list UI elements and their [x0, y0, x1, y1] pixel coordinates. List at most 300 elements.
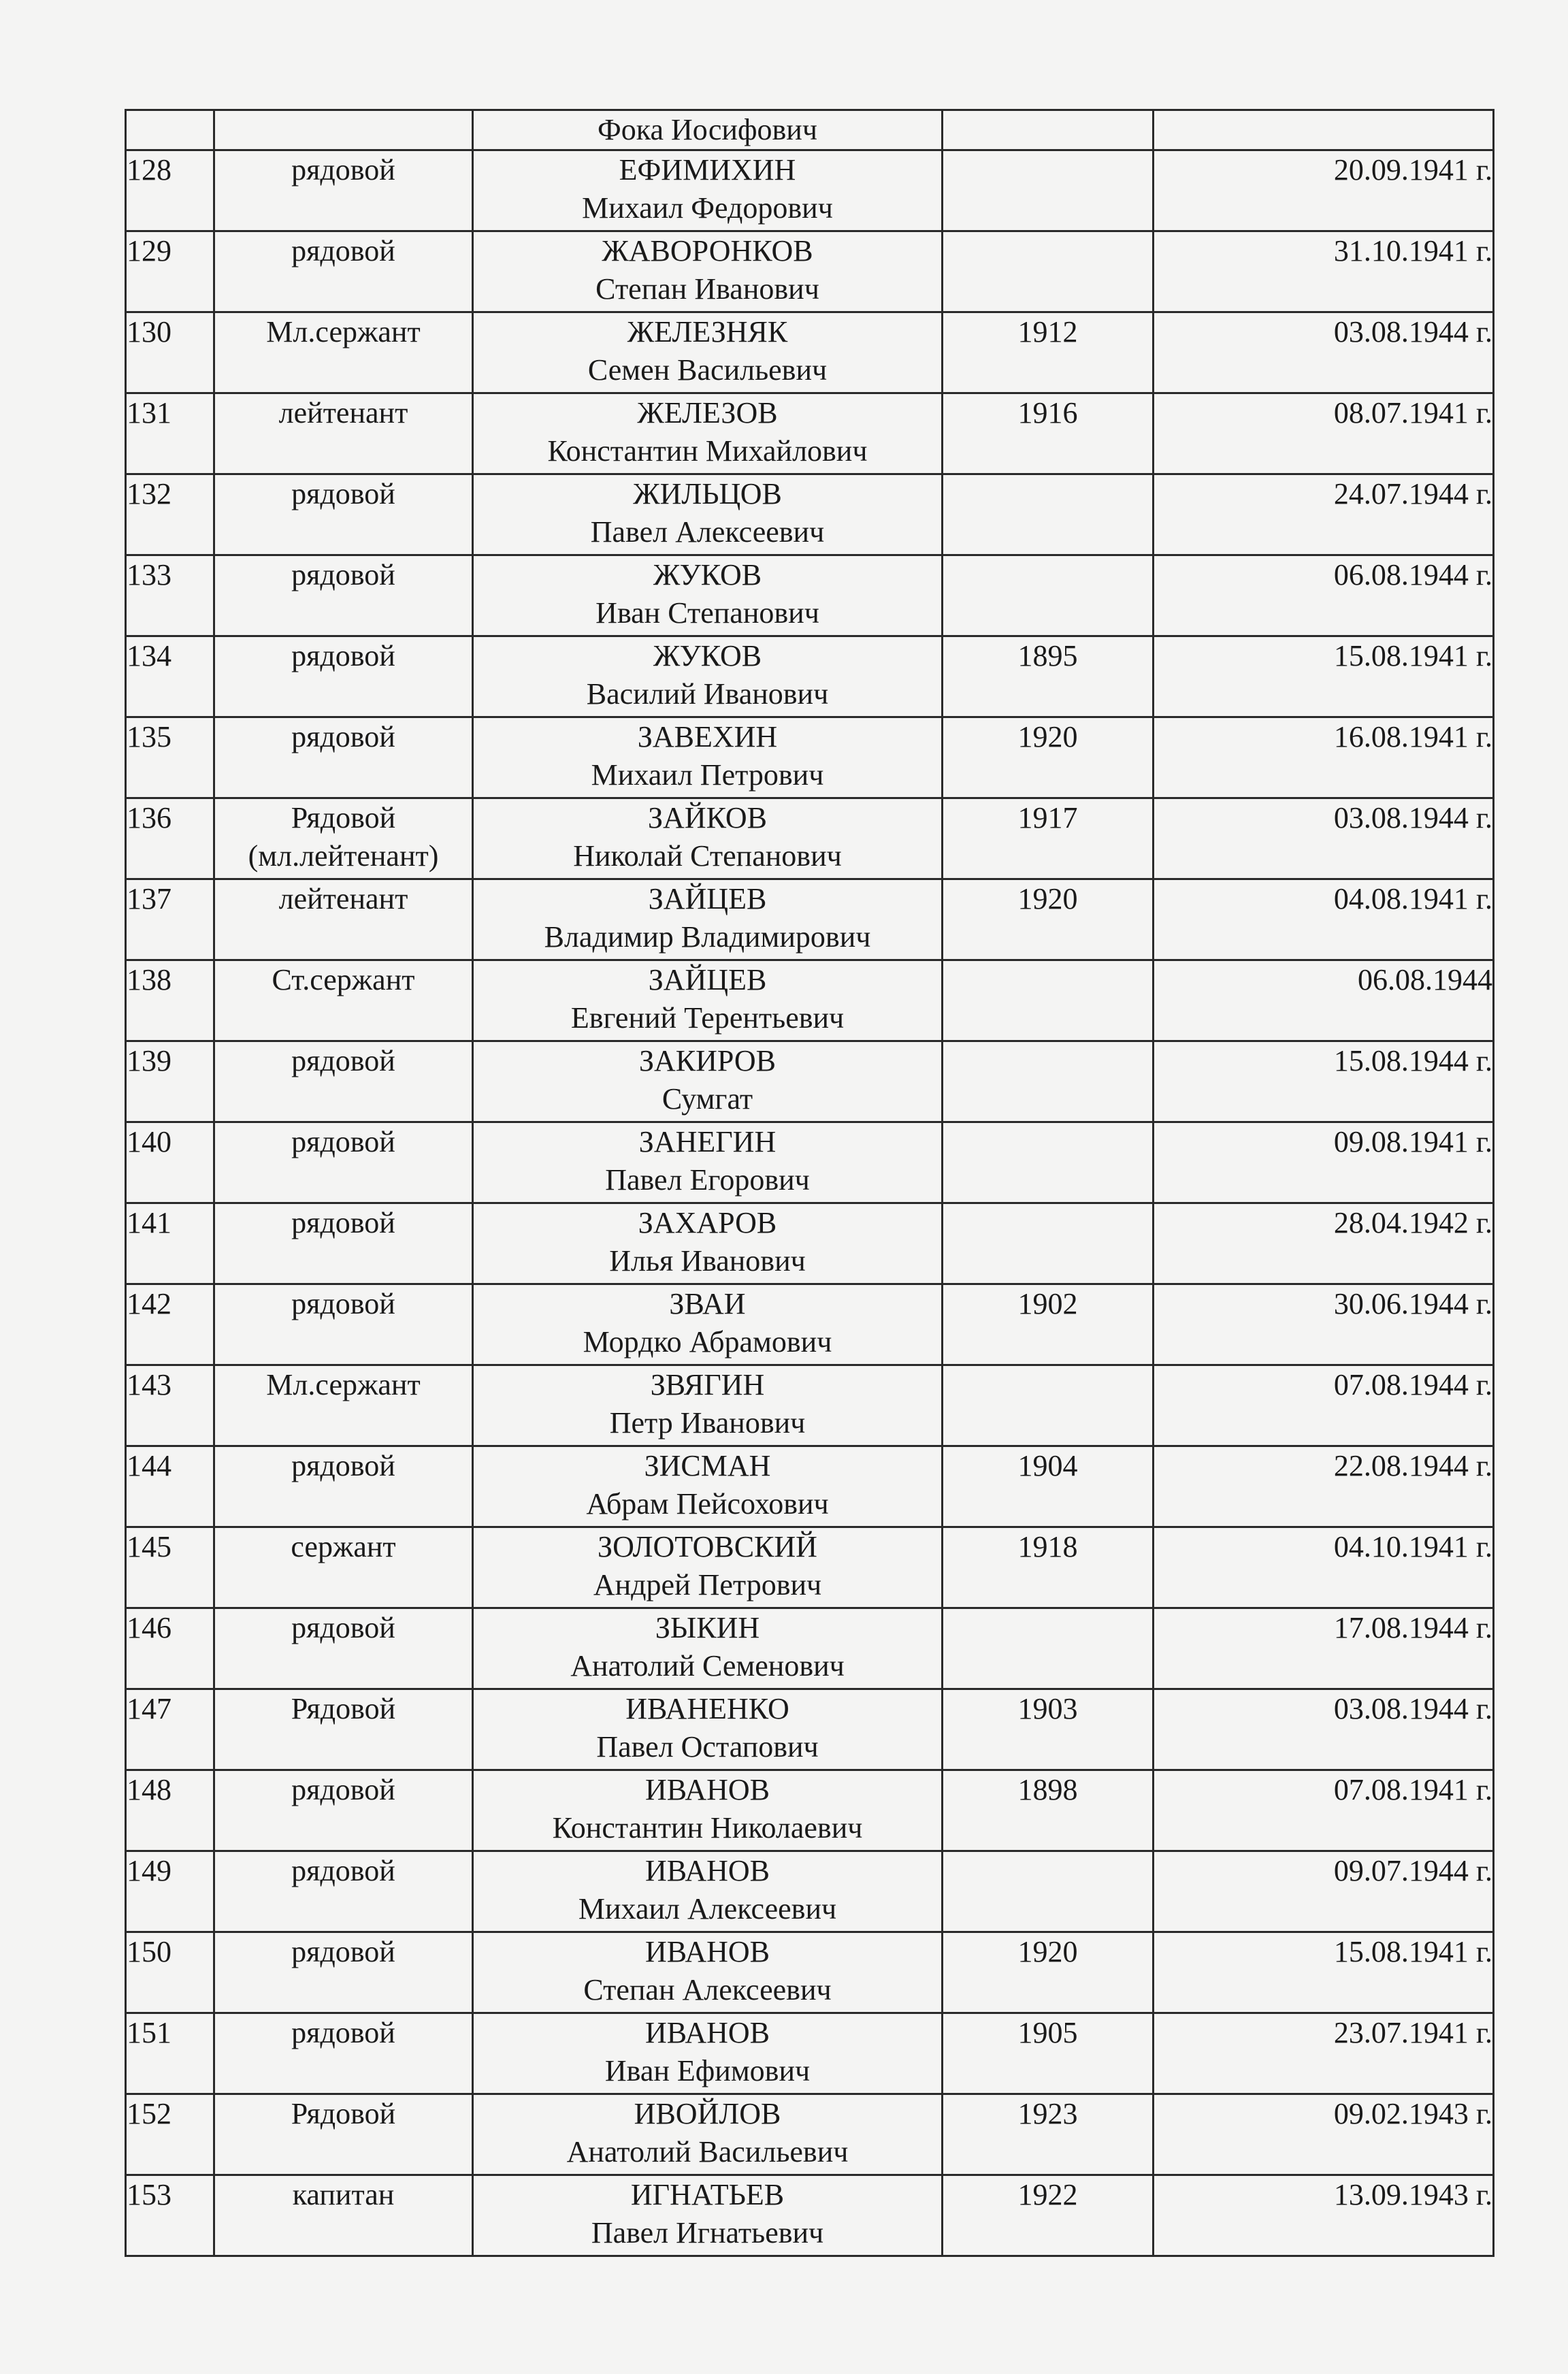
surname: ЖУКОВ — [653, 639, 762, 672]
surname: ЗВАИ — [669, 1287, 746, 1320]
surname: ИВОЙЛОВ — [634, 2097, 781, 2130]
given-name: Павел Егорович — [605, 1163, 810, 1197]
birth-year-cell — [943, 1851, 1154, 1932]
rank-cell — [214, 1770, 473, 1851]
birth-year: 1912 — [1017, 315, 1078, 348]
death-date: 03.08.1944 г. — [1333, 1692, 1492, 1725]
surname: ЗАХАРОВ — [638, 1206, 777, 1239]
rank-cell — [214, 1041, 473, 1122]
given-name: Сумгат — [662, 1082, 753, 1116]
given-name: Мордко Абрамович — [583, 1325, 832, 1359]
name-cell — [473, 1122, 943, 1203]
table-row — [126, 150, 1494, 231]
death-date: 30.06.1944 г. — [1333, 1287, 1492, 1320]
death-date: 28.04.1942 г. — [1333, 1206, 1492, 1239]
rank-cell — [214, 1608, 473, 1689]
num-cell — [126, 2094, 214, 2175]
rank-cell — [214, 2013, 473, 2094]
birth-year-cell — [943, 1527, 1154, 1608]
rank-cell — [214, 150, 473, 231]
row-number: 147 — [127, 1692, 172, 1725]
death-date: 09.08.1941 г. — [1333, 1125, 1492, 1158]
name-cell — [473, 2013, 943, 2094]
num-cell — [126, 1608, 214, 1689]
table-row — [126, 636, 1494, 717]
birth-year-cell — [943, 879, 1154, 960]
table-row — [126, 1365, 1494, 1446]
table-row — [126, 231, 1494, 312]
rank-text: рядовой — [291, 1125, 395, 1158]
num-cell — [126, 150, 214, 231]
rank-text: рядовой — [291, 558, 395, 591]
row-number: 140 — [127, 1125, 172, 1158]
row-number: 128 — [127, 153, 172, 186]
death-date-cell — [1154, 1122, 1494, 1203]
death-date: 15.08.1941 г. — [1333, 639, 1492, 672]
name-cell — [473, 1608, 943, 1689]
death-date-cell — [1154, 1203, 1494, 1284]
death-date: 15.08.1941 г. — [1333, 1935, 1492, 1968]
continuation-row — [126, 110, 1494, 150]
birth-year-cell — [943, 150, 1154, 231]
row-number: 150 — [127, 1935, 172, 1968]
name-cell — [473, 312, 943, 393]
birth-year: 1920 — [1017, 720, 1078, 753]
rank-text: рядовой — [291, 1044, 395, 1077]
rank-text: Мл.сержант — [266, 1368, 421, 1401]
registry-body — [126, 110, 1494, 2256]
death-date-cell — [1154, 1932, 1494, 2013]
birth-year-cell — [943, 312, 1154, 393]
rank-cell — [214, 2175, 473, 2256]
row-number: 141 — [127, 1206, 172, 1239]
surname: ЗОЛОТОВСКИЙ — [598, 1530, 817, 1563]
surname: ЗИСМАН — [644, 1449, 771, 1482]
rank-text: Рядовой — [291, 2097, 396, 2130]
surname: ИВАНОВ — [644, 1773, 770, 1806]
name-cell — [473, 231, 943, 312]
num-cell — [126, 110, 214, 150]
table-row — [126, 474, 1494, 555]
surname: ЖЕЛЕЗНЯК — [627, 315, 788, 348]
given-name: Семен Васильевич — [587, 353, 828, 387]
rank-cell — [214, 717, 473, 798]
num-cell — [126, 1122, 214, 1203]
death-date-cell — [1154, 474, 1494, 555]
given-name: Фока Иосифович — [598, 113, 817, 146]
death-date: 04.10.1941 г. — [1333, 1530, 1492, 1563]
num-cell — [126, 1527, 214, 1608]
death-date: 06.08.1944 — [1358, 963, 1492, 996]
table-row — [126, 1689, 1494, 1770]
birth-year-cell — [943, 1284, 1154, 1365]
name-cell — [473, 474, 943, 555]
given-name: Василий Иванович — [586, 677, 829, 711]
surname: ЗАКИРОВ — [638, 1044, 777, 1077]
rank-cell — [214, 312, 473, 393]
num-cell — [126, 1851, 214, 1932]
rank-cell — [214, 474, 473, 555]
death-date: 03.08.1944 г. — [1333, 801, 1492, 834]
name-cell — [473, 555, 943, 636]
birth-year-cell — [943, 231, 1154, 312]
given-name: Анатолий Семенович — [570, 1649, 845, 1682]
rank-cell — [214, 1365, 473, 1446]
table-row — [126, 960, 1494, 1041]
table-row — [126, 1527, 1494, 1608]
name-cell — [473, 1365, 943, 1446]
given-name: Степан Иванович — [595, 272, 819, 306]
table-row — [126, 1932, 1494, 2013]
table-row — [126, 879, 1494, 960]
birth-year: 1898 — [1017, 1773, 1078, 1806]
death-date: 09.02.1943 г. — [1333, 2097, 1492, 2130]
rank-cell — [214, 636, 473, 717]
death-date-cell — [1154, 636, 1494, 717]
rank-cell — [214, 110, 473, 150]
death-date: 08.07.1941 г. — [1333, 396, 1492, 429]
death-date-cell — [1154, 1770, 1494, 1851]
birth-year-cell — [943, 1122, 1154, 1203]
rank-cell — [214, 1689, 473, 1770]
num-cell — [126, 1203, 214, 1284]
num-cell — [126, 312, 214, 393]
rank-cell — [214, 231, 473, 312]
row-number: 137 — [127, 882, 172, 915]
given-name: Константин Николаевич — [552, 1811, 863, 1844]
rank-cell — [214, 1932, 473, 2013]
given-name: Евгений Терентьевич — [570, 1001, 845, 1035]
table-row — [126, 1446, 1494, 1527]
name-cell — [473, 2094, 943, 2175]
death-date: 03.08.1944 г. — [1333, 315, 1492, 348]
surname: ЗЫКИН — [655, 1611, 760, 1644]
death-date: 07.08.1941 г. — [1333, 1773, 1492, 1806]
death-date: 23.07.1941 г. — [1333, 2016, 1492, 2049]
num-cell — [126, 1932, 214, 2013]
rank-cell — [214, 1446, 473, 1527]
rank-text: Ст.сержант — [272, 963, 415, 996]
row-number: 129 — [127, 234, 172, 267]
surname: ЖИЛЬЦОВ — [633, 477, 782, 510]
rank-text: лейтенант — [278, 882, 408, 915]
rank-text: рядовой — [291, 153, 395, 186]
num-cell — [126, 555, 214, 636]
table-row — [126, 312, 1494, 393]
surname: ЗАЙЦЕВ — [648, 963, 767, 996]
table-row — [126, 1770, 1494, 1851]
burial-registry-table — [125, 109, 1494, 2257]
birth-year-cell — [943, 393, 1154, 474]
rank-text: рядовой — [291, 1449, 395, 1482]
rank-cell — [214, 393, 473, 474]
surname: ЖЕЛЕЗОВ — [637, 396, 778, 429]
birth-year: 1916 — [1017, 396, 1078, 429]
table-row — [126, 798, 1494, 879]
num-cell — [126, 717, 214, 798]
death-date-cell — [1154, 1041, 1494, 1122]
num-cell — [126, 474, 214, 555]
row-number: 134 — [127, 639, 172, 672]
rank-text: (мл.лейтенант) — [248, 839, 439, 873]
row-number: 132 — [127, 477, 172, 510]
death-date-cell — [1154, 798, 1494, 879]
table-row — [126, 2175, 1494, 2256]
row-number: 138 — [127, 963, 172, 996]
row-number: 148 — [127, 1773, 172, 1806]
rank-cell — [214, 555, 473, 636]
birth-year: 1902 — [1017, 1287, 1078, 1320]
given-name: Константин Михайлович — [547, 434, 868, 468]
table-row — [126, 393, 1494, 474]
row-number: 130 — [127, 315, 172, 348]
surname: ЗАНЕГИН — [638, 1125, 777, 1158]
death-date: 09.07.1944 г. — [1333, 1854, 1492, 1887]
birth-year-cell — [943, 636, 1154, 717]
table-row — [126, 2094, 1494, 2175]
rank-text: рядовой — [291, 1935, 395, 1968]
death-date-cell — [1154, 231, 1494, 312]
death-date-cell — [1154, 2175, 1494, 2256]
death-date-cell — [1154, 1365, 1494, 1446]
rank-text: Рядовой — [291, 801, 396, 834]
birth-year-cell — [943, 474, 1154, 555]
table-row — [126, 717, 1494, 798]
birth-year-cell — [943, 798, 1154, 879]
surname: ЖАВОРОНКОВ — [602, 234, 813, 267]
death-date-cell — [1154, 110, 1494, 150]
num-cell — [126, 393, 214, 474]
name-cell — [473, 636, 943, 717]
table-row — [126, 2013, 1494, 2094]
rank-cell — [214, 1851, 473, 1932]
death-date-cell — [1154, 717, 1494, 798]
rank-text: рядовой — [291, 477, 395, 510]
num-cell — [126, 879, 214, 960]
surname: ИВАНОВ — [644, 2016, 770, 2049]
birth-year-cell — [943, 2013, 1154, 2094]
name-cell — [473, 110, 943, 150]
death-date: 24.07.1944 г. — [1333, 477, 1492, 510]
name-cell — [473, 1689, 943, 1770]
death-date: 20.09.1941 г. — [1333, 153, 1492, 186]
death-date-cell — [1154, 1446, 1494, 1527]
name-cell — [473, 150, 943, 231]
given-name: Илья Иванович — [609, 1244, 806, 1278]
death-date: 16.08.1941 г. — [1333, 720, 1492, 753]
rank-cell — [214, 1122, 473, 1203]
num-cell — [126, 1365, 214, 1446]
num-cell — [126, 1689, 214, 1770]
rank-cell — [214, 879, 473, 960]
rank-text: рядовой — [291, 234, 395, 267]
rank-text: рядовой — [291, 639, 395, 672]
row-number: 152 — [127, 2097, 172, 2130]
surname: ИВАНОВ — [644, 1935, 770, 1968]
row-number: 144 — [127, 1449, 172, 1482]
name-cell — [473, 393, 943, 474]
rank-text: рядовой — [291, 1854, 395, 1887]
given-name: Михаил Федорович — [582, 191, 833, 225]
given-name: Анатолий Васильевич — [566, 2135, 849, 2168]
given-name: Иван Ефимович — [604, 2054, 811, 2087]
given-name: Абрам Пейсохович — [586, 1487, 829, 1521]
rank-text: рядовой — [291, 1773, 395, 1806]
name-cell — [473, 1041, 943, 1122]
death-date-cell — [1154, 1284, 1494, 1365]
birth-year-cell — [943, 1041, 1154, 1122]
death-date-cell — [1154, 879, 1494, 960]
birth-year: 1923 — [1017, 2097, 1078, 2130]
rank-cell — [214, 960, 473, 1041]
rank-cell — [214, 1203, 473, 1284]
birth-year: 1903 — [1017, 1692, 1078, 1725]
death-date: 15.08.1944 г. — [1333, 1044, 1492, 1077]
surname: ИВАНОВ — [644, 1854, 770, 1887]
birth-year: 1904 — [1017, 1449, 1078, 1482]
name-cell — [473, 1770, 943, 1851]
death-date: 31.10.1941 г. — [1333, 234, 1492, 267]
table-row — [126, 1851, 1494, 1932]
birth-year-cell — [943, 1203, 1154, 1284]
death-date-cell — [1154, 555, 1494, 636]
rank-cell — [214, 1527, 473, 1608]
surname: ЗАЙКОВ — [648, 801, 767, 834]
given-name: Михаил Петрович — [591, 758, 824, 792]
rank-cell — [214, 798, 473, 879]
row-number: 131 — [127, 396, 172, 429]
birth-year-cell — [943, 1689, 1154, 1770]
surname: ЗАВЕХИН — [637, 720, 778, 753]
birth-year: 1917 — [1017, 801, 1078, 834]
num-cell — [126, 960, 214, 1041]
given-name: Михаил Алексеевич — [578, 1892, 837, 1925]
birth-year: 1905 — [1017, 2016, 1078, 2049]
name-cell — [473, 717, 943, 798]
birth-year-cell — [943, 2175, 1154, 2256]
death-date: 13.09.1943 г. — [1333, 2178, 1492, 2211]
given-name: Степан Алексеевич — [583, 1973, 832, 2006]
death-date-cell — [1154, 393, 1494, 474]
rank-text: рядовой — [291, 1611, 395, 1644]
rank-text: капитан — [292, 2178, 395, 2211]
death-date: 17.08.1944 г. — [1333, 1611, 1492, 1644]
given-name: Петр Иванович — [609, 1406, 806, 1440]
table-row — [126, 1041, 1494, 1122]
name-cell — [473, 1284, 943, 1365]
row-number: 143 — [127, 1368, 172, 1401]
name-cell — [473, 879, 943, 960]
rank-cell — [214, 2094, 473, 2175]
rank-text: рядовой — [291, 1206, 395, 1239]
name-cell — [473, 960, 943, 1041]
death-date-cell — [1154, 1851, 1494, 1932]
name-cell — [473, 1932, 943, 2013]
given-name: Николай Степанович — [573, 839, 842, 873]
rank-text: рядовой — [291, 720, 395, 753]
death-date-cell — [1154, 2094, 1494, 2175]
given-name: Павел Остапович — [596, 1730, 819, 1763]
death-date-cell — [1154, 1689, 1494, 1770]
num-cell — [126, 1770, 214, 1851]
name-cell — [473, 798, 943, 879]
death-date: 04.08.1941 г. — [1333, 882, 1492, 915]
name-cell — [473, 2175, 943, 2256]
birth-year: 1922 — [1017, 2178, 1078, 2211]
rank-text: рядовой — [291, 2016, 395, 2049]
num-cell — [126, 798, 214, 879]
table-row — [126, 555, 1494, 636]
rank-text: рядовой — [291, 1287, 395, 1320]
name-cell — [473, 1446, 943, 1527]
death-date-cell — [1154, 2013, 1494, 2094]
name-cell — [473, 1203, 943, 1284]
table-row — [126, 1608, 1494, 1689]
rank-text: сержант — [291, 1530, 396, 1563]
death-date-cell — [1154, 312, 1494, 393]
birth-year-cell — [943, 1932, 1154, 2013]
row-number: 133 — [127, 558, 172, 591]
birth-year-cell — [943, 2094, 1154, 2175]
num-cell — [126, 2175, 214, 2256]
table-row — [126, 1122, 1494, 1203]
name-cell — [473, 1527, 943, 1608]
name-cell — [473, 1851, 943, 1932]
rank-text: Рядовой — [291, 1692, 396, 1725]
rank-text: Мл.сержант — [266, 315, 421, 348]
given-name: Павел Игнатьевич — [591, 2216, 824, 2249]
surname: ИВАНЕНКО — [625, 1692, 789, 1725]
death-date-cell — [1154, 1608, 1494, 1689]
surname: ЗАЙЦЕВ — [648, 882, 767, 915]
row-number: 153 — [127, 2178, 172, 2211]
death-date-cell — [1154, 150, 1494, 231]
row-number: 135 — [127, 720, 172, 753]
rank-text: лейтенант — [278, 396, 408, 429]
row-number: 142 — [127, 1287, 172, 1320]
death-date: 22.08.1944 г. — [1333, 1449, 1492, 1482]
table-row — [126, 1203, 1494, 1284]
birth-year: 1920 — [1017, 882, 1078, 915]
row-number: 136 — [127, 801, 172, 834]
death-date-cell — [1154, 960, 1494, 1041]
row-number: 151 — [127, 2016, 172, 2049]
birth-year-cell — [943, 1770, 1154, 1851]
birth-year: 1918 — [1017, 1530, 1078, 1563]
given-name: Иван Степанович — [595, 596, 819, 630]
birth-year-cell — [943, 1446, 1154, 1527]
row-number: 146 — [127, 1611, 172, 1644]
birth-year-cell — [943, 717, 1154, 798]
num-cell — [126, 1284, 214, 1365]
death-date: 06.08.1944 г. — [1333, 558, 1492, 591]
row-number: 149 — [127, 1854, 172, 1887]
death-date: 07.08.1944 г. — [1333, 1368, 1492, 1401]
rank-cell — [214, 1284, 473, 1365]
birth-year: 1920 — [1017, 1935, 1078, 1968]
surname: ЖУКОВ — [653, 558, 762, 591]
num-cell — [126, 1041, 214, 1122]
birth-year-cell — [943, 555, 1154, 636]
table-row — [126, 1284, 1494, 1365]
surname: ЕФИМИХИН — [619, 153, 796, 186]
birth-year-cell — [943, 1365, 1154, 1446]
num-cell — [126, 2013, 214, 2094]
row-number: 139 — [127, 1044, 172, 1077]
given-name: Владимир Владимирович — [544, 920, 871, 954]
birth-year: 1895 — [1017, 639, 1078, 672]
num-cell — [126, 636, 214, 717]
